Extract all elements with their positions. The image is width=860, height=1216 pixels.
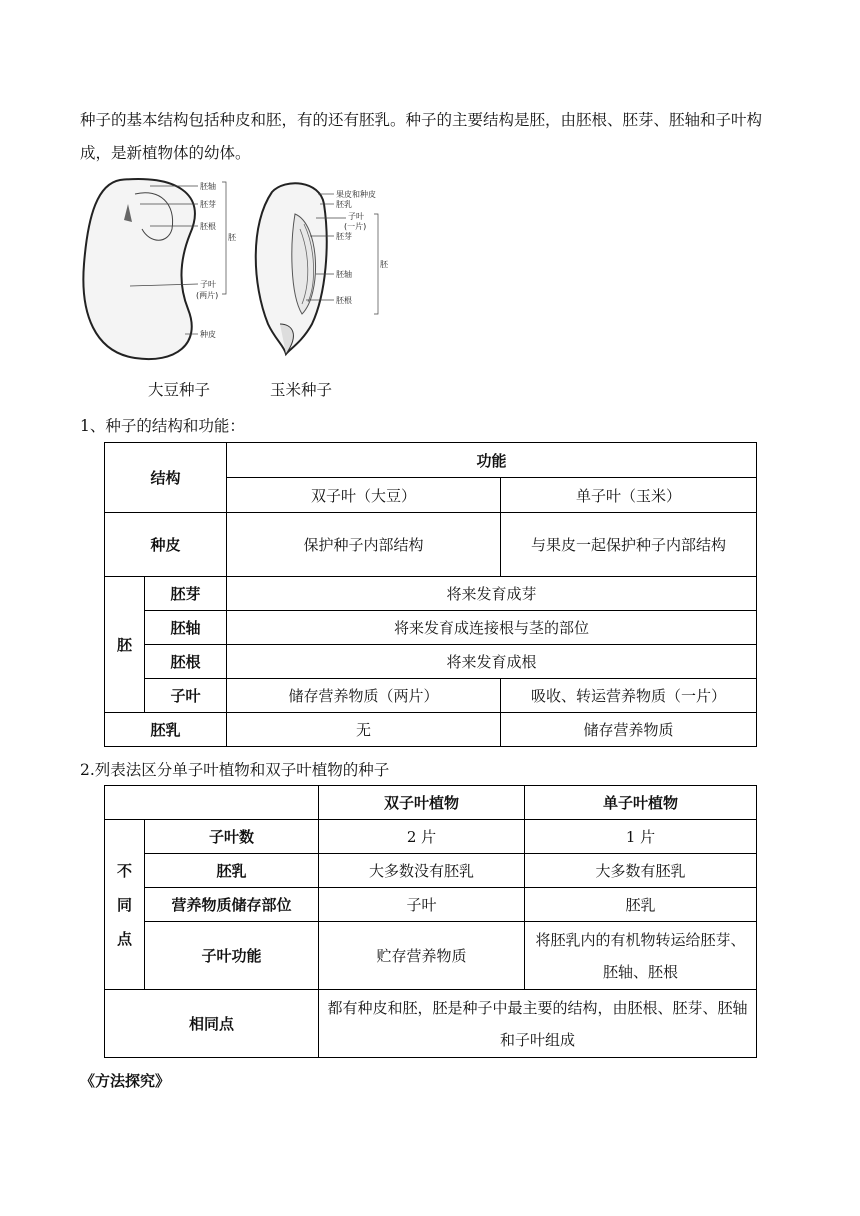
soybean-label-bud: 胚芽 <box>200 200 216 209</box>
soybean-label-axis: 胚轴 <box>200 182 216 191</box>
corn-caption: 玉米种子 <box>270 381 333 399</box>
soybean-caption: 大豆种子 <box>148 381 211 399</box>
monocot-dicot-comparison-table <box>104 785 757 1058</box>
row-bud-value: 将来发育成芽 <box>227 577 757 611</box>
row-endosperm-label: 胚乳 <box>145 854 319 888</box>
row-bud-label: 胚芽 <box>145 577 227 611</box>
similarities-label: 相同点 <box>105 990 319 1058</box>
embryo-group-label: 胚 <box>105 577 145 713</box>
intro-paragraph: 种子的基本结构包括种皮和胚，有的还有胚乳。种子的主要结构是胚，由胚根、胚芽、胚轴和子叶构成，是新植物体的幼体。 <box>80 111 763 162</box>
row-storage-dicot: 子叶 <box>319 888 525 922</box>
row-cotyledon-count-monocot: 1 片 <box>525 820 757 854</box>
row-endosperm-dicot: 无 <box>227 713 501 747</box>
section1-heading: 1、种子的结构和功能： <box>80 417 245 435</box>
soybean-label-coat: 种皮 <box>200 330 216 339</box>
row-cotyledon-count-dicot: 2 片 <box>319 820 525 854</box>
row-coat-monocot: 与果皮一起保护种子内部结构 <box>501 513 757 577</box>
soybean-label-cotyledon: 子叶 <box>200 280 216 289</box>
corn-label-endosperm: 胚乳 <box>336 200 352 209</box>
row-root-label: 胚根 <box>145 645 227 679</box>
row-cotyledon-function-label: 子叶功能 <box>145 922 319 990</box>
row-axis-label: 胚轴 <box>145 611 227 645</box>
method-heading: 《方法探究》 <box>80 1072 171 1090</box>
header-monocot-plant: 单子叶植物 <box>525 786 757 820</box>
seed-diagram <box>80 174 400 370</box>
corn-label-root: 胚根 <box>336 296 352 305</box>
row-cotyledon-count-label: 子叶数 <box>145 820 319 854</box>
section2-heading: 2.列表法区分单子叶植物和双子叶植物的种子 <box>80 761 390 779</box>
header-function: 功能 <box>227 443 757 478</box>
soybean-label-root: 胚根 <box>200 222 216 231</box>
row-endosperm-label: 胚乳 <box>105 713 227 747</box>
row-endosperm-dicot: 大多数没有胚乳 <box>319 854 525 888</box>
row-cotyledon-function-monocot: 将胚乳内的有机物转运给胚芽、胚轴、胚根 <box>525 922 757 990</box>
corn-label-axis: 胚轴 <box>336 270 352 279</box>
similarities-value: 都有种皮和胚，胚是种子中最主要的结构，由胚根、胚芽、胚轴和子叶组成 <box>319 990 757 1058</box>
row-cotyledon-monocot: 吸收、转运营养物质（一片） <box>501 679 757 713</box>
row-cotyledon-dicot: 储存营养物质（两片） <box>227 679 501 713</box>
soybean-label-cotyledon-note: (两片) <box>196 291 219 300</box>
soybean-seed-outline <box>83 179 195 359</box>
row-storage-label: 营养物质储存部位 <box>145 888 319 922</box>
header-blank <box>105 786 319 820</box>
corn-label-cotyledon: 子叶 <box>348 212 364 221</box>
corn-label-pericarp: 果皮和种皮 <box>336 190 376 199</box>
row-endosperm-monocot: 储存营养物质 <box>501 713 757 747</box>
row-coat-dicot: 保护种子内部结构 <box>227 513 501 577</box>
corn-label-cotyledon-note: (一片) <box>344 222 367 231</box>
header-dicot: 双子叶（大豆） <box>227 478 501 513</box>
row-cotyledon-label: 子叶 <box>145 679 227 713</box>
row-axis-value: 将来发育成连接根与茎的部位 <box>227 611 757 645</box>
header-dicot-plant: 双子叶植物 <box>319 786 525 820</box>
header-monocot: 单子叶（玉米） <box>501 478 757 513</box>
row-storage-monocot: 胚乳 <box>525 888 757 922</box>
header-structure: 结构 <box>105 443 227 513</box>
corn-label-embryo: 胚 <box>380 260 388 269</box>
row-endosperm-monocot: 大多数有胚乳 <box>525 854 757 888</box>
row-coat-label: 种皮 <box>105 513 227 577</box>
corn-label-bud: 胚芽 <box>336 232 352 241</box>
row-cotyledon-function-dicot: 贮存营养物质 <box>319 922 525 990</box>
structure-function-table <box>104 442 757 747</box>
differences-group-label: 不 同 点 <box>105 820 145 990</box>
row-root-value: 将来发育成根 <box>227 645 757 679</box>
soybean-label-embryo: 胚 <box>228 233 236 242</box>
